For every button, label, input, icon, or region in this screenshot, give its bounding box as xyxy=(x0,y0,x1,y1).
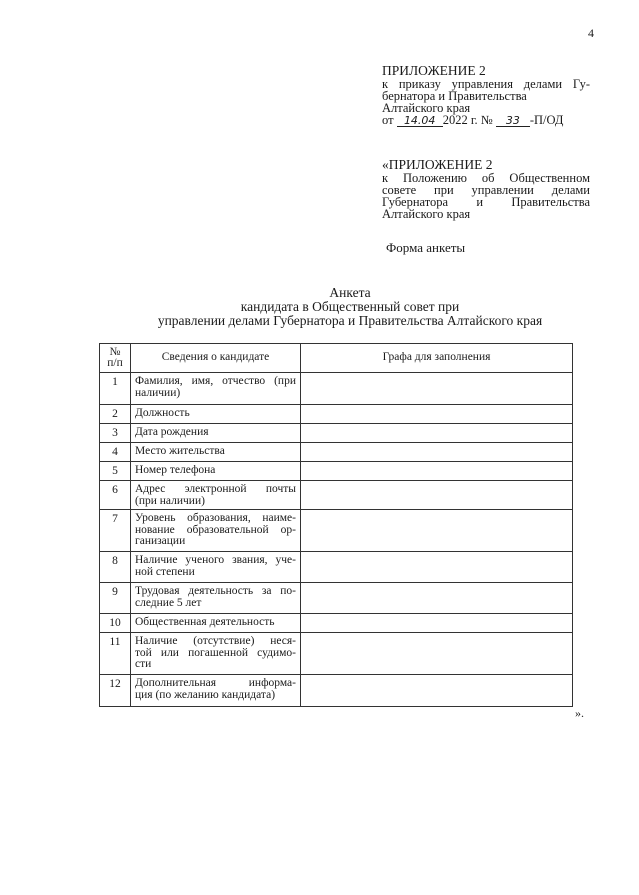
field-label-line: Дата рождения xyxy=(135,426,209,438)
field-label-line: Дополнительная информа- xyxy=(135,677,296,689)
form-label: Форма анкеты xyxy=(386,240,466,255)
field-label-line: Номер телефона xyxy=(135,464,216,476)
table-row xyxy=(100,614,573,633)
row-number: 4 xyxy=(100,443,131,462)
row-field-label xyxy=(131,583,301,614)
row-number: 5 xyxy=(100,462,131,481)
table-row xyxy=(100,675,573,707)
row-fill-cell[interactable] xyxy=(301,552,573,583)
header-num-line: № xyxy=(109,345,121,358)
field-label-line: наличии) xyxy=(135,386,181,399)
row-field-label xyxy=(131,552,301,583)
row-number: 1 xyxy=(100,373,131,405)
row-fill-cell[interactable] xyxy=(301,614,573,633)
row-number: 11 xyxy=(100,633,131,675)
row-fill-cell[interactable] xyxy=(301,481,573,510)
header-num-line: п/п xyxy=(107,357,123,369)
appendix-line: к приказу управления делами Гу- xyxy=(382,77,590,91)
table-row xyxy=(100,481,573,510)
field-label-line: следние 5 лет xyxy=(135,596,202,609)
table-row xyxy=(100,405,573,424)
field-label-line: Трудовая деятельность за по- xyxy=(135,585,296,597)
table-row xyxy=(100,510,573,552)
handwritten-number: 33 xyxy=(496,115,530,127)
row-fill-cell[interactable] xyxy=(301,633,573,675)
regulation-line: совете при управлении делами xyxy=(382,183,590,197)
row-number: 8 xyxy=(100,552,131,583)
appendix-line: бернатора и Правительства xyxy=(382,89,527,103)
row-field-label xyxy=(131,510,301,552)
number-suffix: -П/ОД xyxy=(529,113,564,127)
title-line: управлении делами Губернатора и Правительства Алтайского края xyxy=(157,313,543,328)
row-number: 10 xyxy=(100,614,131,633)
appendix-line: Алтайского края xyxy=(382,101,471,115)
row-fill-cell[interactable] xyxy=(301,462,573,481)
appendix-title: ПРИЛОЖЕНИЕ 2 xyxy=(382,63,486,78)
row-number: 6 xyxy=(100,481,131,510)
questionnaire-table xyxy=(99,343,573,707)
table-row xyxy=(100,633,573,675)
appendix-date-line xyxy=(382,114,590,127)
row-number: 7 xyxy=(100,510,131,552)
field-label-line: той или погашенной судимо- xyxy=(135,646,296,659)
table-row xyxy=(100,552,573,583)
row-number: 12 xyxy=(100,675,131,707)
field-label-line: ной степени xyxy=(135,565,195,578)
row-fill-cell[interactable] xyxy=(301,424,573,443)
regulation-line: к Положению об Общественном xyxy=(382,171,590,185)
handwritten-date: 14.04 xyxy=(397,115,443,127)
header-info: Сведения о кандидате xyxy=(131,344,301,373)
document-title xyxy=(100,286,600,328)
date-prefix: от xyxy=(382,113,394,127)
table-body xyxy=(100,373,573,707)
row-field-label xyxy=(131,443,301,462)
table-row xyxy=(100,583,573,614)
field-label-line: Наличие (отсутствие) неся- xyxy=(135,635,296,647)
header-num xyxy=(100,344,131,373)
page-number: 4 xyxy=(588,26,594,40)
table-row xyxy=(100,424,573,443)
row-field-label xyxy=(131,405,301,424)
field-label-line: Адрес электронной почты xyxy=(135,483,296,495)
appendix-header xyxy=(382,64,590,127)
row-field-label xyxy=(131,424,301,443)
row-field-label xyxy=(131,481,301,510)
table-header-row xyxy=(100,344,573,373)
field-label-line: ганизации xyxy=(135,535,186,547)
year-text: 2022 г. № xyxy=(442,113,493,127)
field-label-line: Фамилия, имя, отчество (при xyxy=(135,375,296,387)
table-row xyxy=(100,373,573,405)
field-label-line: Наличие ученого звания, уче- xyxy=(135,554,296,566)
table-row xyxy=(100,462,573,481)
row-number: 2 xyxy=(100,405,131,424)
closing-mark: ». xyxy=(575,706,584,720)
row-fill-cell[interactable] xyxy=(301,405,573,424)
field-label-line: Уровень образования, наиме- xyxy=(135,512,296,524)
row-fill-cell[interactable] xyxy=(301,583,573,614)
row-field-label xyxy=(131,373,301,405)
row-fill-cell[interactable] xyxy=(301,373,573,405)
regulation-line: Губернатора и Правительства xyxy=(382,195,590,209)
regulation-title: «ПРИЛОЖЕНИЕ 2 xyxy=(382,157,493,172)
row-number: 3 xyxy=(100,424,131,443)
row-fill-cell[interactable] xyxy=(301,675,573,707)
row-field-label xyxy=(131,633,301,675)
row-field-label xyxy=(131,675,301,707)
title-line: кандидата в Общественный совет при xyxy=(240,299,460,314)
regulation-header xyxy=(382,158,590,220)
field-label-line: нование образовательной ор- xyxy=(135,523,296,536)
row-field-label xyxy=(131,462,301,481)
row-number: 9 xyxy=(100,583,131,614)
field-label-line: ция (по желанию кандидата) xyxy=(135,688,276,701)
row-field-label xyxy=(131,614,301,633)
regulation-line: Алтайского края xyxy=(382,207,471,221)
field-label-line: (при наличии) xyxy=(135,494,205,507)
field-label-line: Должность xyxy=(135,407,190,419)
row-fill-cell[interactable] xyxy=(301,510,573,552)
table-row xyxy=(100,443,573,462)
title-line: Анкета xyxy=(329,285,371,300)
header-fill: Графа для заполнения xyxy=(301,344,573,373)
row-fill-cell[interactable] xyxy=(301,443,573,462)
field-label-line: Общественная деятельность xyxy=(135,616,275,628)
field-label-line: Место жительства xyxy=(135,445,225,457)
field-label-line: сти xyxy=(135,658,152,670)
